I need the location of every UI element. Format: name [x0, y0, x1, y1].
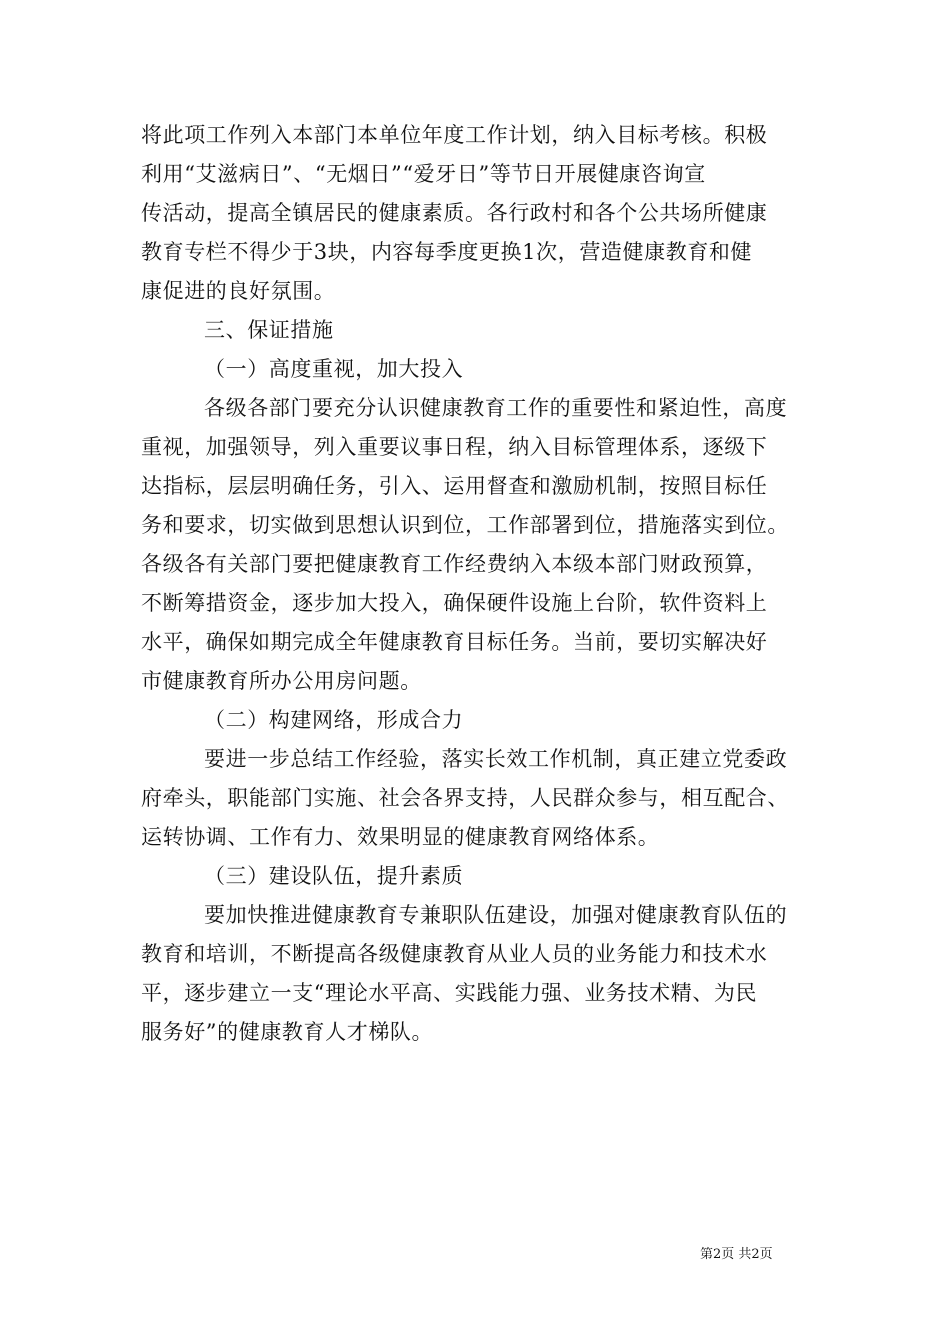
body-text-line: 平，逐步建立一支“理论水平高、实践能力强、业务技术精、为民: [141, 981, 758, 1005]
page-number-footer: 第2页 共2页: [700, 1247, 773, 1262]
body-text-line: 各级各有关部门要把健康教育工作经费纳入本级本部门财政预算，: [141, 552, 768, 576]
body-text-line: 要加快推进健康教育专兼职队伍建设，加强对健康教育队伍的: [204, 903, 788, 927]
subsection-heading: （二）构建网络，形成合力: [204, 708, 464, 732]
body-text-line: 教育专栏不得少于3块，内容每季度更换1次，营造健康教育和健: [141, 240, 753, 264]
body-text-line: 运转协调、工作有力、效果明显的健康教育网络体系。: [141, 825, 660, 849]
body-text-line: 不断筹措资金，逐步加大投入，确保硬件设施上台阶，软件资料上: [141, 591, 768, 615]
section-heading: 三、保证措施: [204, 318, 334, 342]
body-text-line: 达指标，层层明确任务，引入、运用督查和激励机制，按照目标任: [141, 474, 768, 498]
body-text-line: 市健康教育所办公用房问题。: [141, 669, 422, 693]
body-text-line: 水平，确保如期完成全年健康教育目标任务。当前，要切实解决好: [141, 630, 768, 654]
body-text-line: 务和要求，切实做到思想认识到位，工作部署到位，措施落实到位。: [141, 513, 789, 537]
body-text-line: 重视，加强领导，列入重要议事日程，纳入目标管理体系，逐级下: [141, 435, 768, 459]
body-text-line: 传活动，提高全镇居民的健康素质。各行政村和各个公共场所健康: [141, 201, 768, 225]
body-text-line: 将此项工作列入本部门本单位年度工作计划，纳入目标考核。积极: [141, 123, 768, 147]
body-text-line: 各级各部门要充分认识健康教育工作的重要性和紧迫性，高度: [204, 396, 788, 420]
document-body: [141, 116, 821, 1052]
body-text-line: 利用“艾滋病日”、“无烟日”“爱牙日”等节日开展健康咨询宣: [141, 162, 706, 186]
subsection-heading: （三）建设队伍，提升素质: [204, 864, 464, 888]
body-text-line: 康促进的良好氛围。: [141, 279, 336, 303]
subsection-heading: （一）高度重视，加大投入: [204, 357, 464, 381]
body-text-line: 府牵头，职能部门实施、社会各界支持，人民群众参与，相互配合、: [141, 786, 789, 810]
body-text-line: 服务好”的健康教育人才梯队。: [141, 1020, 434, 1044]
body-text-line: 要进一步总结工作经验，落实长效工作机制，真正建立党委政: [204, 747, 788, 771]
body-text-line: 教育和培训，不断提高各级健康教育从业人员的业务能力和技术水: [141, 942, 768, 966]
